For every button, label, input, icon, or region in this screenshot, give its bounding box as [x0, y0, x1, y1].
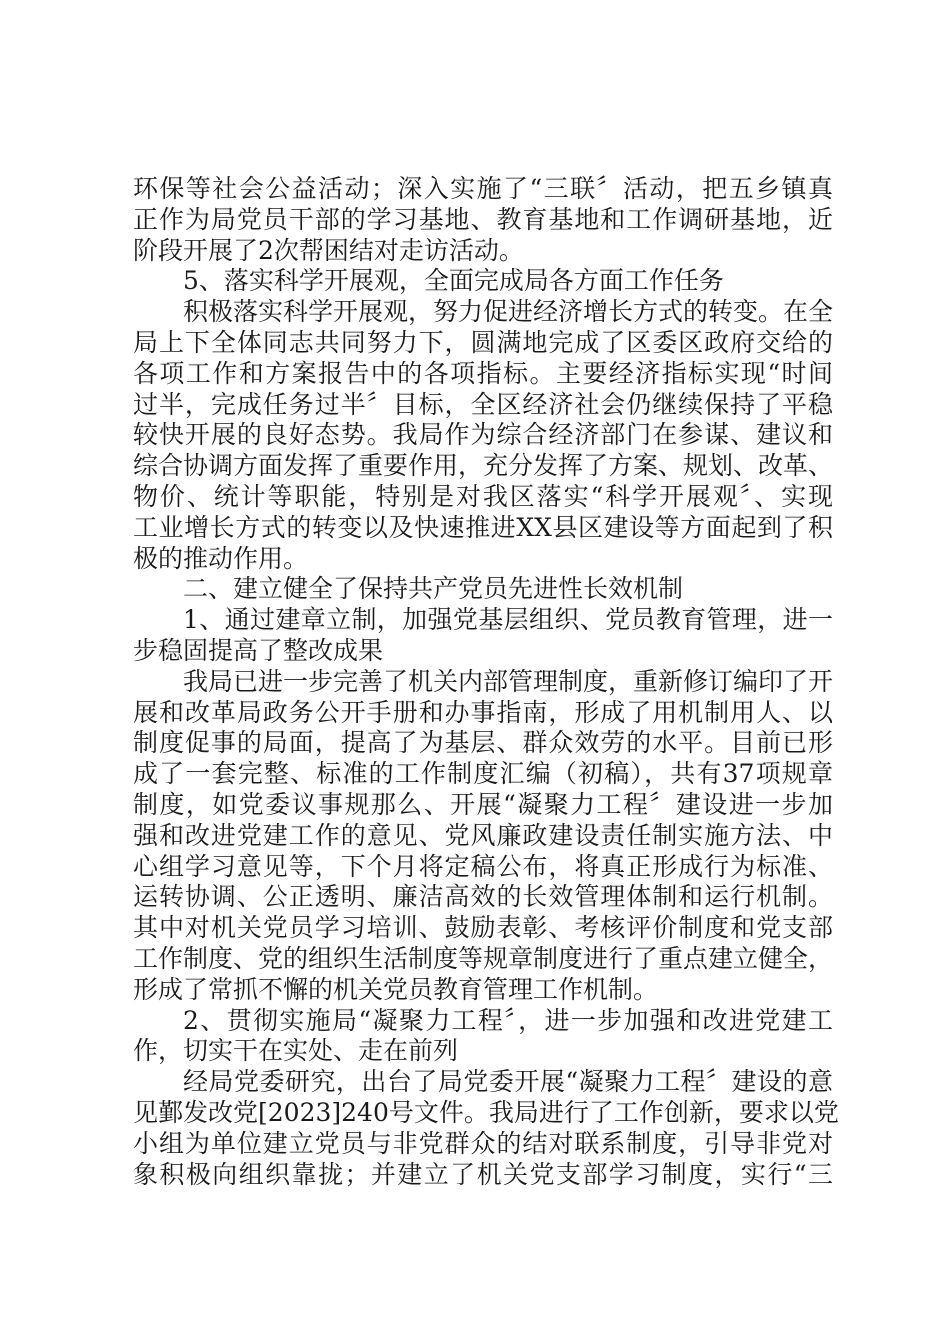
text-line: 心组学习意见等，下个月将定稿公布，将真正形成行为标准、 [133, 851, 833, 881]
text-line: 环保等社会公益活动；深入实施了“三联〞活动，把五乡镇真 [133, 174, 833, 203]
text-line: 其中对机关党员学习培训、鼓励表彰、考核评价制度和党支部 [133, 913, 833, 943]
text-line: 制度促事的局面，提高了为基层、群众效劳的水平。目前已形 [133, 728, 833, 758]
document-body [133, 174, 839, 1190]
text-line: 较快开展的良好态势。我局作为综合经济部门在参谋、建议和 [133, 420, 833, 450]
text-line: 小组为单位建立党员与非党群众的结对联系制度，引导非党对 [133, 1128, 833, 1158]
section-heading: 二、建立健全了保持共产党员先进性长效机制 [183, 574, 684, 604]
subsection-heading: 作，切实干在实处、走在前列 [133, 1036, 459, 1066]
text-line: 工作制度、党的组织生活制度等规章制度进行了重点建立健全， [133, 943, 834, 973]
text-line: 制度，如党委议事规那么、开展“凝聚力工程〞建设进一步加 [133, 789, 833, 819]
text-line: 阶段开展了2次帮困结对走访活动。 [133, 235, 524, 265]
text-line: 经局党委研究，出台了局党委开展“凝聚力工程〞建设的意 [183, 1067, 833, 1097]
text-line: 过半，完成任务过半〞目标，全区经济社会仍继续保持了平稳 [133, 389, 833, 419]
text-line: 运转协调、公正透明、廉洁高效的长效管理体制和运行机制。 [133, 882, 833, 912]
text-line: 积极落实科学开展观，努力促进经济增长方式的转变。在全 [183, 297, 834, 327]
text-line: 我局已进一步完善了机关内部管理制度，重新修订编印了开 [183, 666, 834, 696]
text-line: 象积极向组织靠拢；并建立了机关党支部学习制度，实行“三 [133, 1159, 833, 1189]
subsection-heading: 1、通过建章立制，加强党基层组织、党员教育管理，进一 [183, 605, 833, 635]
subsection-heading: 步稳固提高了整改成果 [133, 635, 384, 665]
text-line: 物价、统计等职能，特别是对我区落实“科学开展观〞、实现 [133, 481, 833, 511]
text-line: 极的推动作用。 [133, 543, 309, 573]
text-line: 正作为局党员干部的学习基地、教育基地和工作调研基地，近 [133, 204, 833, 234]
text-line: 成了一套完整、标准的工作制度汇编（初稿），共有37项规章 [133, 759, 833, 789]
text-line: 强和改进党建工作的意见、党风廉政建设责任制实施方法、中 [133, 820, 833, 850]
section-heading: 5、落实科学开展观，全面完成局各方面工作任务 [183, 266, 724, 296]
text-line: 见鄞发改党[2023]240号文件。我局进行了工作创新，要求以党 [133, 1097, 839, 1127]
text-line: 工业增长方式的转变以及快速推进XX县区建设等方面起到了积 [133, 512, 833, 542]
text-line: 形成了常抓不懈的机关党员教育管理工作机制。 [133, 974, 659, 1004]
text-line: 综合协调方面发挥了重要作用，充分发挥了方案、规划、改革、 [133, 451, 834, 481]
subsection-heading: 2、贯彻实施局“凝聚力工程〞，进一步加强和改进党建工 [183, 1005, 833, 1035]
text-line: 局上下全体同志共同努力下，圆满地完成了区委区政府交给的 [133, 327, 833, 357]
text-line: 展和改革局政务公开手册和办事指南，形成了用机制用人、以 [133, 697, 833, 727]
text-line: 各项工作和方案报告中的各项指标。主要经济指标实现“时间 [133, 358, 833, 388]
